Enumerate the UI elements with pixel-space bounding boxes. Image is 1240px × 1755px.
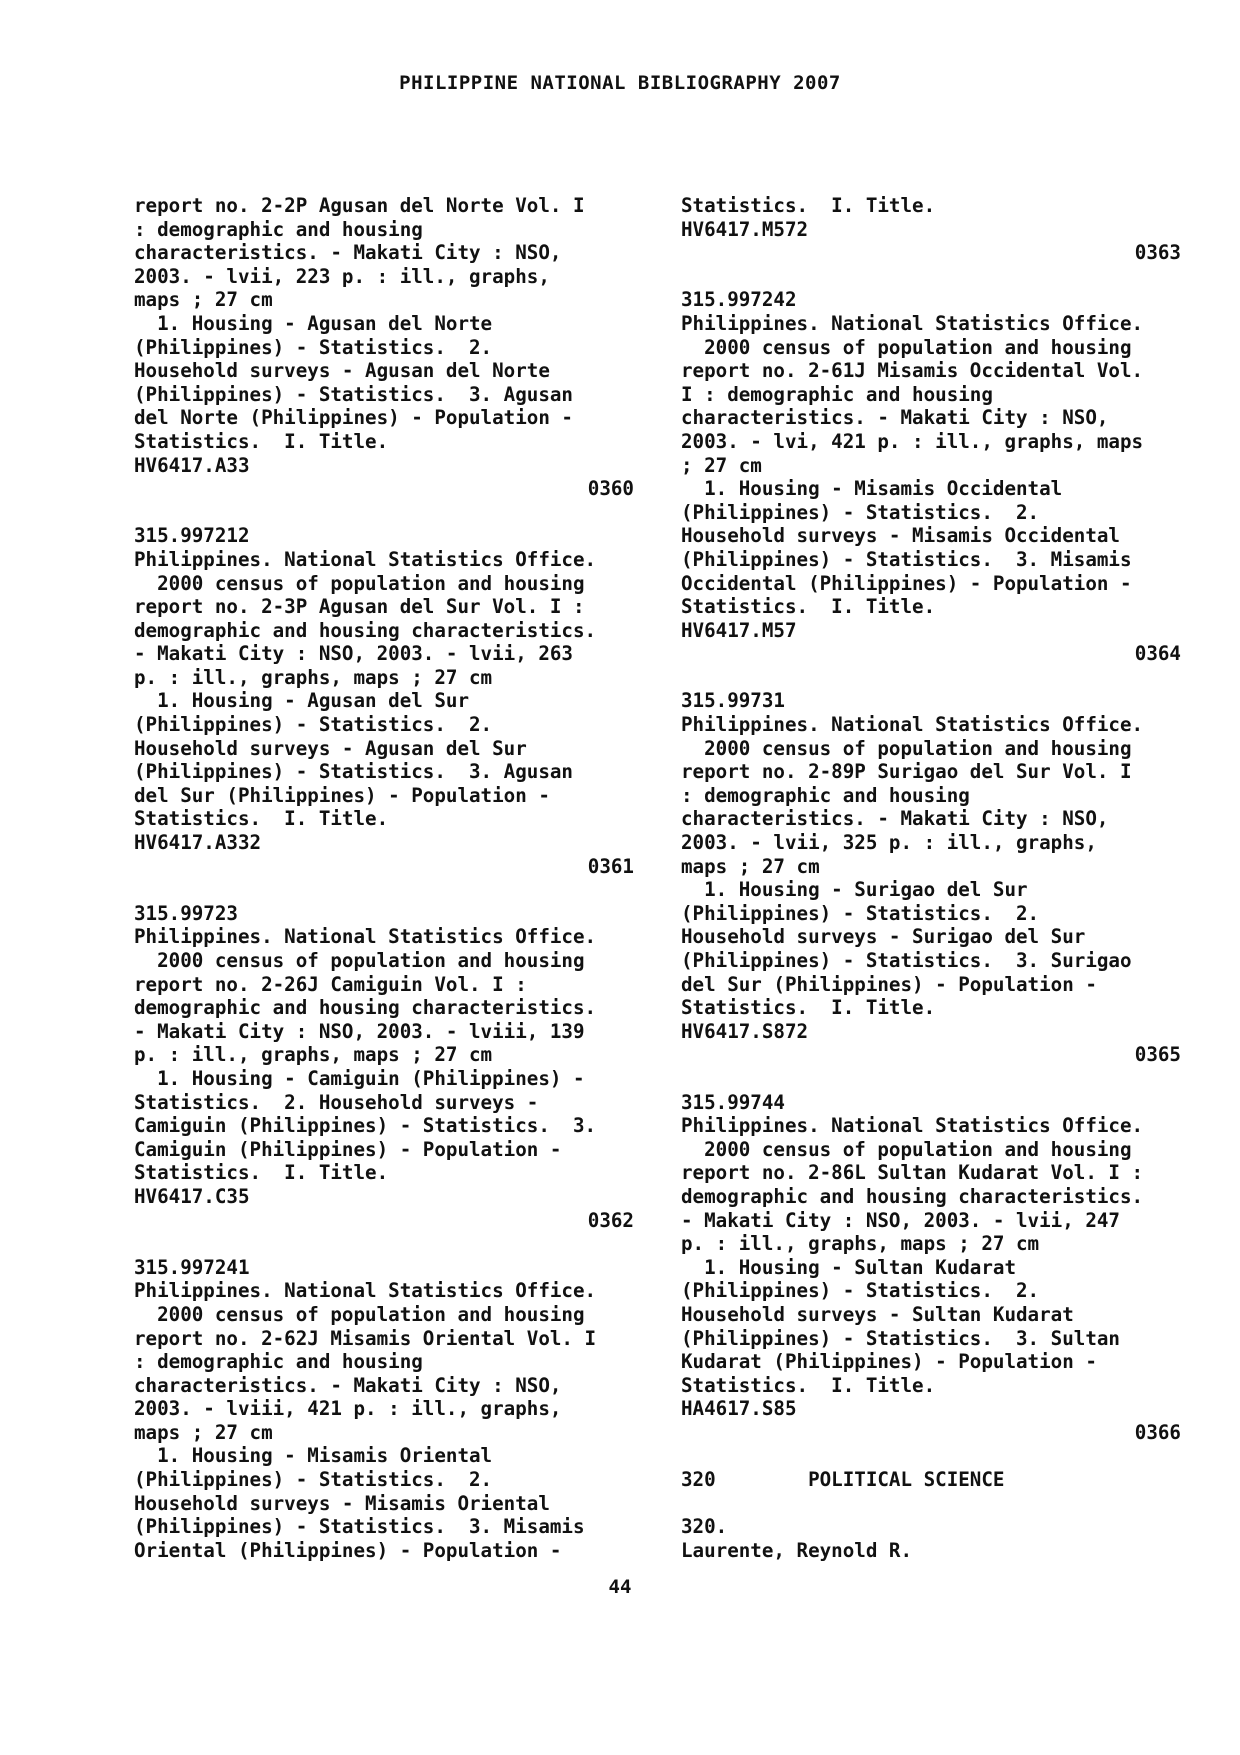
- text-line: (Philippines) - Statistics. 2.: [134, 713, 493, 737]
- left-column: [134, 194, 634, 1562]
- text-line: 315.99731: [681, 689, 785, 713]
- text-line: Household surveys - Sultan Kudarat: [681, 1302, 1074, 1326]
- text-line: Philippines. National Statistics Office.: [681, 1114, 1144, 1138]
- text-line: Philippines. National Statistics Office.: [681, 311, 1144, 335]
- text-line: 2000 census of population and housing: [681, 1137, 1132, 1161]
- text-line: 315.997241: [134, 1255, 250, 1279]
- text-line: (Philippines) - Statistics. 3. Surigao: [681, 949, 1132, 972]
- text-line: Statistics. I. Title.: [134, 807, 389, 831]
- text-line: del Sur (Philippines) - Population -: [134, 783, 550, 807]
- text-line: Household surveys - Misamis Oriental: [134, 1491, 550, 1515]
- text-line: report no. 2-89P Surigao del Sur Vol. I: [681, 760, 1132, 784]
- text-line: (Philippines) - Statistics. 3. Agusan: [134, 382, 573, 406]
- text-line: characteristics. - Makati City : NSO,: [681, 807, 1109, 831]
- text-line: HV6417.S872: [681, 1019, 809, 1043]
- text-line: 2000 census of population and housing: [134, 1302, 585, 1326]
- text-line: (Philippines) - Statistics. 2.: [681, 901, 1040, 925]
- text-line: Statistics. I. Title.: [134, 1161, 389, 1185]
- text-line: p. : ill., graphs, maps ; 27 cm: [134, 1043, 493, 1067]
- text-line: I : demographic and housing: [681, 382, 993, 406]
- text-line: 2003. - lvii, 325 p. : ill., graphs,: [681, 831, 1097, 855]
- text-line: Philippines. National Statistics Office.: [134, 1279, 597, 1303]
- text-line: Philippines. National Statistics Office.: [134, 547, 597, 571]
- entry-number: 0363: [1134, 241, 1181, 265]
- text-line: 315.997242: [681, 288, 797, 312]
- text-line: (Philippines) - Statistics. 2.: [134, 335, 493, 359]
- blank-line: [681, 1492, 1181, 1516]
- text-line: del Sur (Philippines) - Population -: [681, 972, 1097, 996]
- text-line: Camiguin (Philippines) - Statistics. 3.: [134, 1114, 597, 1138]
- text-line: Household surveys - Surigao del Sur: [681, 925, 1086, 949]
- text-line: demographic and housing characteristics.: [134, 996, 597, 1020]
- text-line: 1. Housing - Sultan Kudarat: [681, 1255, 1017, 1279]
- text-line: (Philippines) - Statistics. 3. Sultan: [681, 1326, 1120, 1350]
- text-line: 1. Housing - Misamis Oriental: [134, 1444, 493, 1468]
- text-line: HV6417.M572: [681, 217, 809, 241]
- text-line: Occidental (Philippines) - Population -: [681, 571, 1132, 595]
- text-line: 315.997212: [134, 524, 250, 548]
- text-line: 1. Housing - Agusan del Sur: [134, 689, 470, 713]
- text-line: Statistics. I. Title.: [681, 1373, 936, 1397]
- text-line: 1. Housing - Agusan del Norte: [134, 311, 493, 335]
- text-line: HV6417.A332: [134, 831, 262, 855]
- blank-line: [681, 666, 1181, 690]
- text-line: 315.99744: [681, 1090, 785, 1114]
- entry-number: 0362: [587, 1208, 634, 1232]
- text-line: 320 POLITICAL SCIENCE: [681, 1468, 1005, 1492]
- entry-number: 0364: [1134, 642, 1181, 666]
- text-line: 2003. - lvi, 421 p. : ill., graphs, maps: [681, 429, 1144, 453]
- text-line: (Philippines) - Statistics. 3. Misamis: [681, 547, 1132, 571]
- text-line: Household surveys - Agusan del Sur: [134, 736, 527, 760]
- text-line: Laurente, Reynold R.: [681, 1538, 913, 1562]
- text-line: Statistics. I. Title.: [134, 429, 389, 453]
- text-line: Statistics. I. Title.: [681, 996, 936, 1020]
- text-line: (Philippines) - Statistics. 2.: [681, 500, 1040, 524]
- text-line: 315.99723: [134, 901, 238, 925]
- text-line: 2000 census of population and housing: [134, 571, 585, 595]
- entry-number: 0366: [1134, 1420, 1181, 1444]
- text-line: Statistics. I. Title.: [681, 194, 936, 217]
- text-line: report no. 2-26J Camiguin Vol. I :: [134, 972, 527, 996]
- text-line: Oriental (Philippines) - Population -: [134, 1538, 562, 1562]
- text-line: (Philippines) - Statistics. 2.: [681, 1279, 1040, 1303]
- text-line: (Philippines) - Statistics. 3. Misamis: [134, 1515, 585, 1539]
- text-line: maps ; 27 cm: [681, 854, 820, 878]
- text-line: report no. 2-62J Misamis Oriental Vol. I: [134, 1326, 597, 1350]
- text-line: Household surveys - Agusan del Norte: [134, 359, 550, 383]
- text-line: 2003. - lvii, 223 p. : ill., graphs,: [134, 264, 550, 288]
- entry-number: 0361: [587, 854, 634, 878]
- text-line: : demographic and housing: [134, 217, 423, 241]
- text-line: characteristics. - Makati City : NSO,: [134, 1373, 562, 1397]
- text-line: 1. Housing - Camiguin (Philippines) -: [134, 1066, 585, 1090]
- blank-line: [134, 501, 634, 525]
- text-line: - Makati City : NSO, 2003. - lvii, 263: [134, 642, 573, 666]
- text-line: demographic and housing characteristics.: [681, 1184, 1144, 1208]
- text-line: Philippines. National Statistics Office.: [134, 925, 597, 949]
- text-line: 2003. - lviii, 421 p. : ill., graphs,: [134, 1397, 562, 1421]
- text-line: - Makati City : NSO, 2003. - lviii, 139: [134, 1019, 585, 1043]
- text-line: Philippines. National Statistics Office.: [681, 713, 1144, 737]
- blank-line: [681, 265, 1181, 289]
- text-line: HA4617.S85: [681, 1397, 797, 1421]
- text-line: 320.: [681, 1515, 728, 1539]
- text-line: demographic and housing characteristics.: [134, 618, 597, 642]
- text-line: p. : ill., graphs, maps ; 27 cm: [681, 1232, 1040, 1256]
- text-line: 2000 census of population and housing: [681, 335, 1132, 359]
- text-line: ; 27 cm: [681, 453, 762, 477]
- text-line: : demographic and housing: [681, 783, 970, 807]
- text-line: Camiguin (Philippines) - Population -: [134, 1137, 562, 1161]
- entry-number: 0365: [1134, 1043, 1181, 1067]
- page-header: PHILIPPINE NATIONAL BIBLIOGRAPHY 2007: [399, 72, 841, 94]
- text-line: Statistics. 2. Household surveys -: [134, 1090, 539, 1114]
- text-line: report no. 2-3P Agusan del Sur Vol. I :: [134, 595, 585, 619]
- text-line: (Philippines) - Statistics. 2.: [134, 1468, 493, 1492]
- entry-number: 0360: [587, 477, 634, 501]
- text-line: (Philippines) - Statistics. 3. Agusan: [134, 760, 573, 784]
- text-line: report no. 2-61J Misamis Occidental Vol.: [681, 359, 1144, 383]
- blank-line: [134, 1232, 634, 1256]
- text-line: HV6417.C35: [134, 1184, 250, 1208]
- text-line: : demographic and housing: [134, 1350, 423, 1374]
- text-line: report no. 2-86L Sultan Kudarat Vol. I :: [681, 1161, 1144, 1185]
- text-line: characteristics. - Makati City : NSO,: [681, 406, 1109, 430]
- blank-line: [681, 1444, 1181, 1468]
- text-line: Household surveys - Misamis Occidental: [681, 524, 1120, 548]
- text-line: 2000 census of population and housing: [681, 736, 1132, 760]
- text-line: HV6417.A33: [134, 453, 250, 477]
- text-line: Kudarat (Philippines) - Population -: [681, 1350, 1097, 1374]
- text-line: 1. Housing - Surigao del Sur: [681, 878, 1028, 902]
- text-line: del Norte (Philippines) - Population -: [134, 406, 573, 430]
- text-line: p. : ill., graphs, maps ; 27 cm: [134, 665, 493, 689]
- blank-line: [134, 878, 634, 902]
- text-line: report no. 2-2P Agusan del Norte Vol. I: [134, 194, 585, 217]
- right-column: [681, 194, 1181, 1562]
- text-line: maps ; 27 cm: [134, 288, 273, 312]
- text-line: maps ; 27 cm: [134, 1420, 273, 1444]
- blank-line: [681, 1067, 1181, 1091]
- text-line: 2000 census of population and housing: [134, 949, 585, 972]
- text-line: Statistics. I. Title.: [681, 595, 936, 619]
- text-line: 1. Housing - Misamis Occidental: [681, 477, 1063, 501]
- text-line: - Makati City : NSO, 2003. - lvii, 247: [681, 1208, 1120, 1232]
- text-line: characteristics. - Makati City : NSO,: [134, 241, 562, 265]
- text-line: HV6417.M57: [681, 618, 797, 642]
- page-number: 44: [608, 1576, 632, 1598]
